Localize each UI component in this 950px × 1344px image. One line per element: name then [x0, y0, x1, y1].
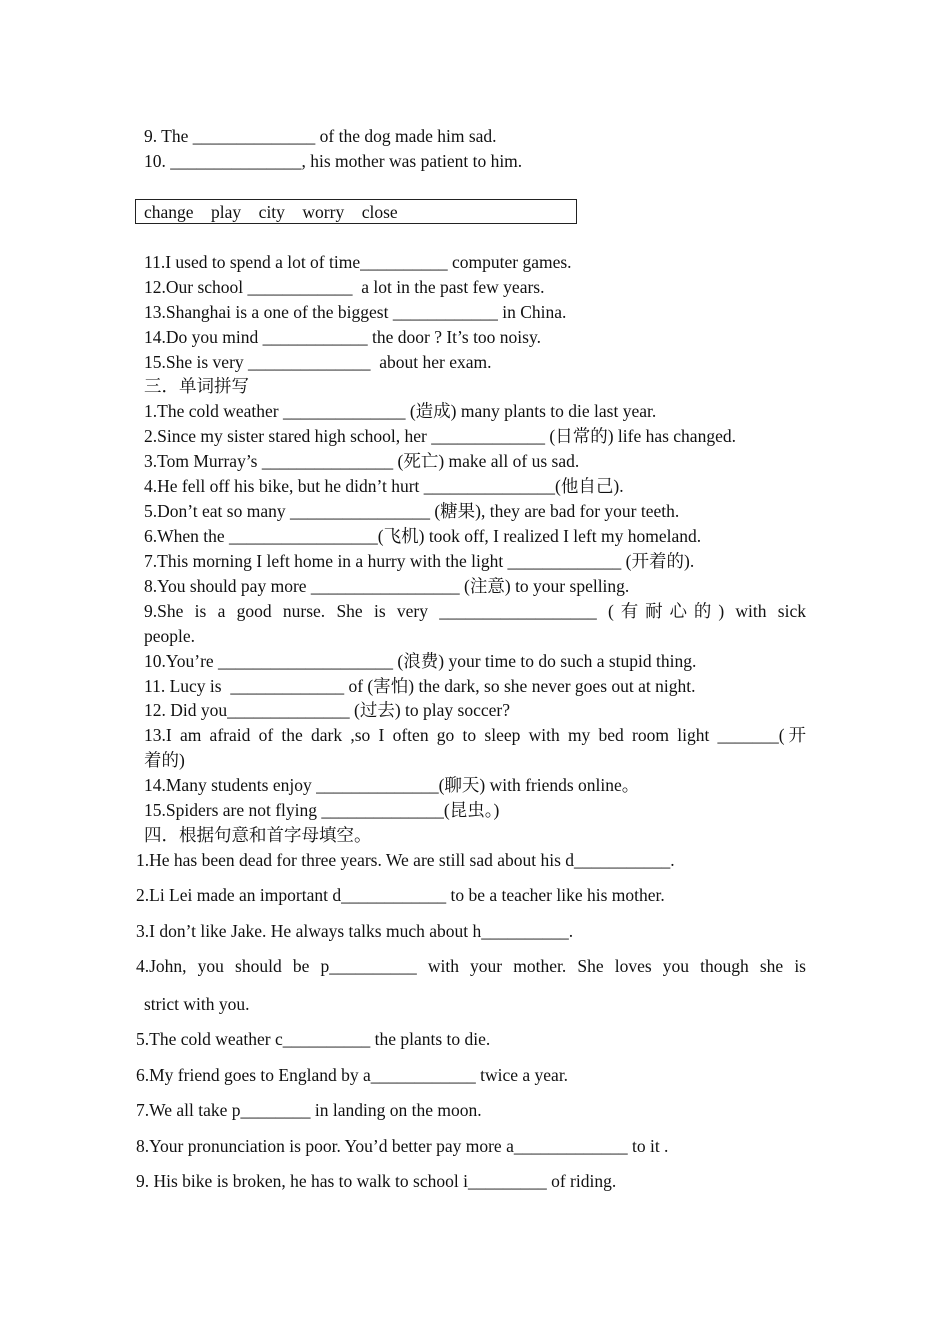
exercise-line: 9. The ______________ of the dog made him sad. [144, 126, 497, 146]
exercise-line: 9.She is a good nurse. She is very __________________ (有耐心的) with sick [144, 601, 806, 621]
exercise-line: 15.She is very ______________ about her exam. [144, 352, 492, 372]
exercise-line: 13.Shanghai is a one of the biggest ____________ in China. [144, 302, 567, 322]
exercise-line: 14.Do you mind ____________ the door ? It’s too noisy. [144, 327, 541, 347]
section-heading: 四．根据句意和首字母填空。 [144, 825, 372, 845]
exercise-line: 1.The cold weather ______________ (造成) many plants to die last year. [144, 401, 657, 421]
exercise-line: 4.He fell off his bike, but he didn’t hurt _______________(他自己). [144, 476, 624, 496]
exercise-line: 13.I am afraid of the dark ,so I often go to sleep with my bed room light _______(开 [144, 725, 806, 745]
exercise-line: 2.Li Lei made an important d____________ to be a teacher like his mother. [136, 885, 665, 905]
exercise-line: 10.You’re ____________________ (浪费) your time to do such a stupid thing. [144, 651, 697, 671]
exercise-line: 11. Lucy is _____________ of (害怕) the dark, so she never goes out at night. [144, 676, 696, 696]
exercise-line: 7.This morning I left home in a hurry with the light _____________ (开着的). [144, 551, 695, 571]
exercise-line: 6.My friend goes to England by a____________ twice a year. [136, 1065, 569, 1085]
exercise-line: 2.Since my sister stared high school, her _____________ (日常的) life has changed. [144, 426, 736, 446]
exercise-line: 8.You should pay more _________________ (注意) to your spelling. [144, 576, 630, 596]
exercise-line: 4.John, you should be p__________ with your mother. She loves you though she is [136, 956, 806, 976]
word-box-words: change play city worry close [144, 202, 398, 222]
exercise-line: 9. His bike is broken, he has to walk to school i_________ of riding. [136, 1171, 617, 1191]
exercise-line-continued: strict with you. [144, 994, 250, 1014]
exercise-line: 1.He has been dead for three years. We are still sad about his d___________. [136, 850, 675, 870]
exercise-line: 15.Spiders are not flying ______________(昆虫。) [144, 800, 500, 820]
exercise-line: 6.When the _________________(飞机) took off, I realized I left my homeland. [144, 526, 702, 546]
exercise-line-continued: 着的) [144, 750, 185, 770]
exercise-line: 3.Tom Murray’s _______________ (死亡) make all of us sad. [144, 451, 580, 471]
exercise-line: 11.I used to spend a lot of time__________ computer games. [144, 252, 572, 272]
exercise-line: 3.I don’t like Jake. He always talks much about h__________. [136, 921, 574, 941]
exercise-line: 5.The cold weather c__________ the plants to die. [136, 1029, 491, 1049]
exercise-line: 7.We all take p________ in landing on the moon. [136, 1100, 482, 1120]
exercise-line-continued: people. [144, 626, 196, 646]
section-heading: 三．单词拼写 [144, 376, 249, 396]
exercise-line: 12.Our school ____________ a lot in the past few years. [144, 277, 545, 297]
exercise-line: 10. _______________, his mother was patient to him. [144, 151, 523, 171]
exercise-line: 5.Don’t eat so many ________________ (糖果), they are bad for your teeth. [144, 501, 680, 521]
exercise-line: 14.Many students enjoy ______________(聊天) with friends online。 [144, 775, 640, 795]
exercise-line: 8.Your pronunciation is poor. You’d better pay more a_____________ to it . [136, 1136, 669, 1156]
exercise-line: 12. Did you______________ (过去) to play soccer? [144, 700, 510, 720]
word-box [135, 199, 577, 224]
